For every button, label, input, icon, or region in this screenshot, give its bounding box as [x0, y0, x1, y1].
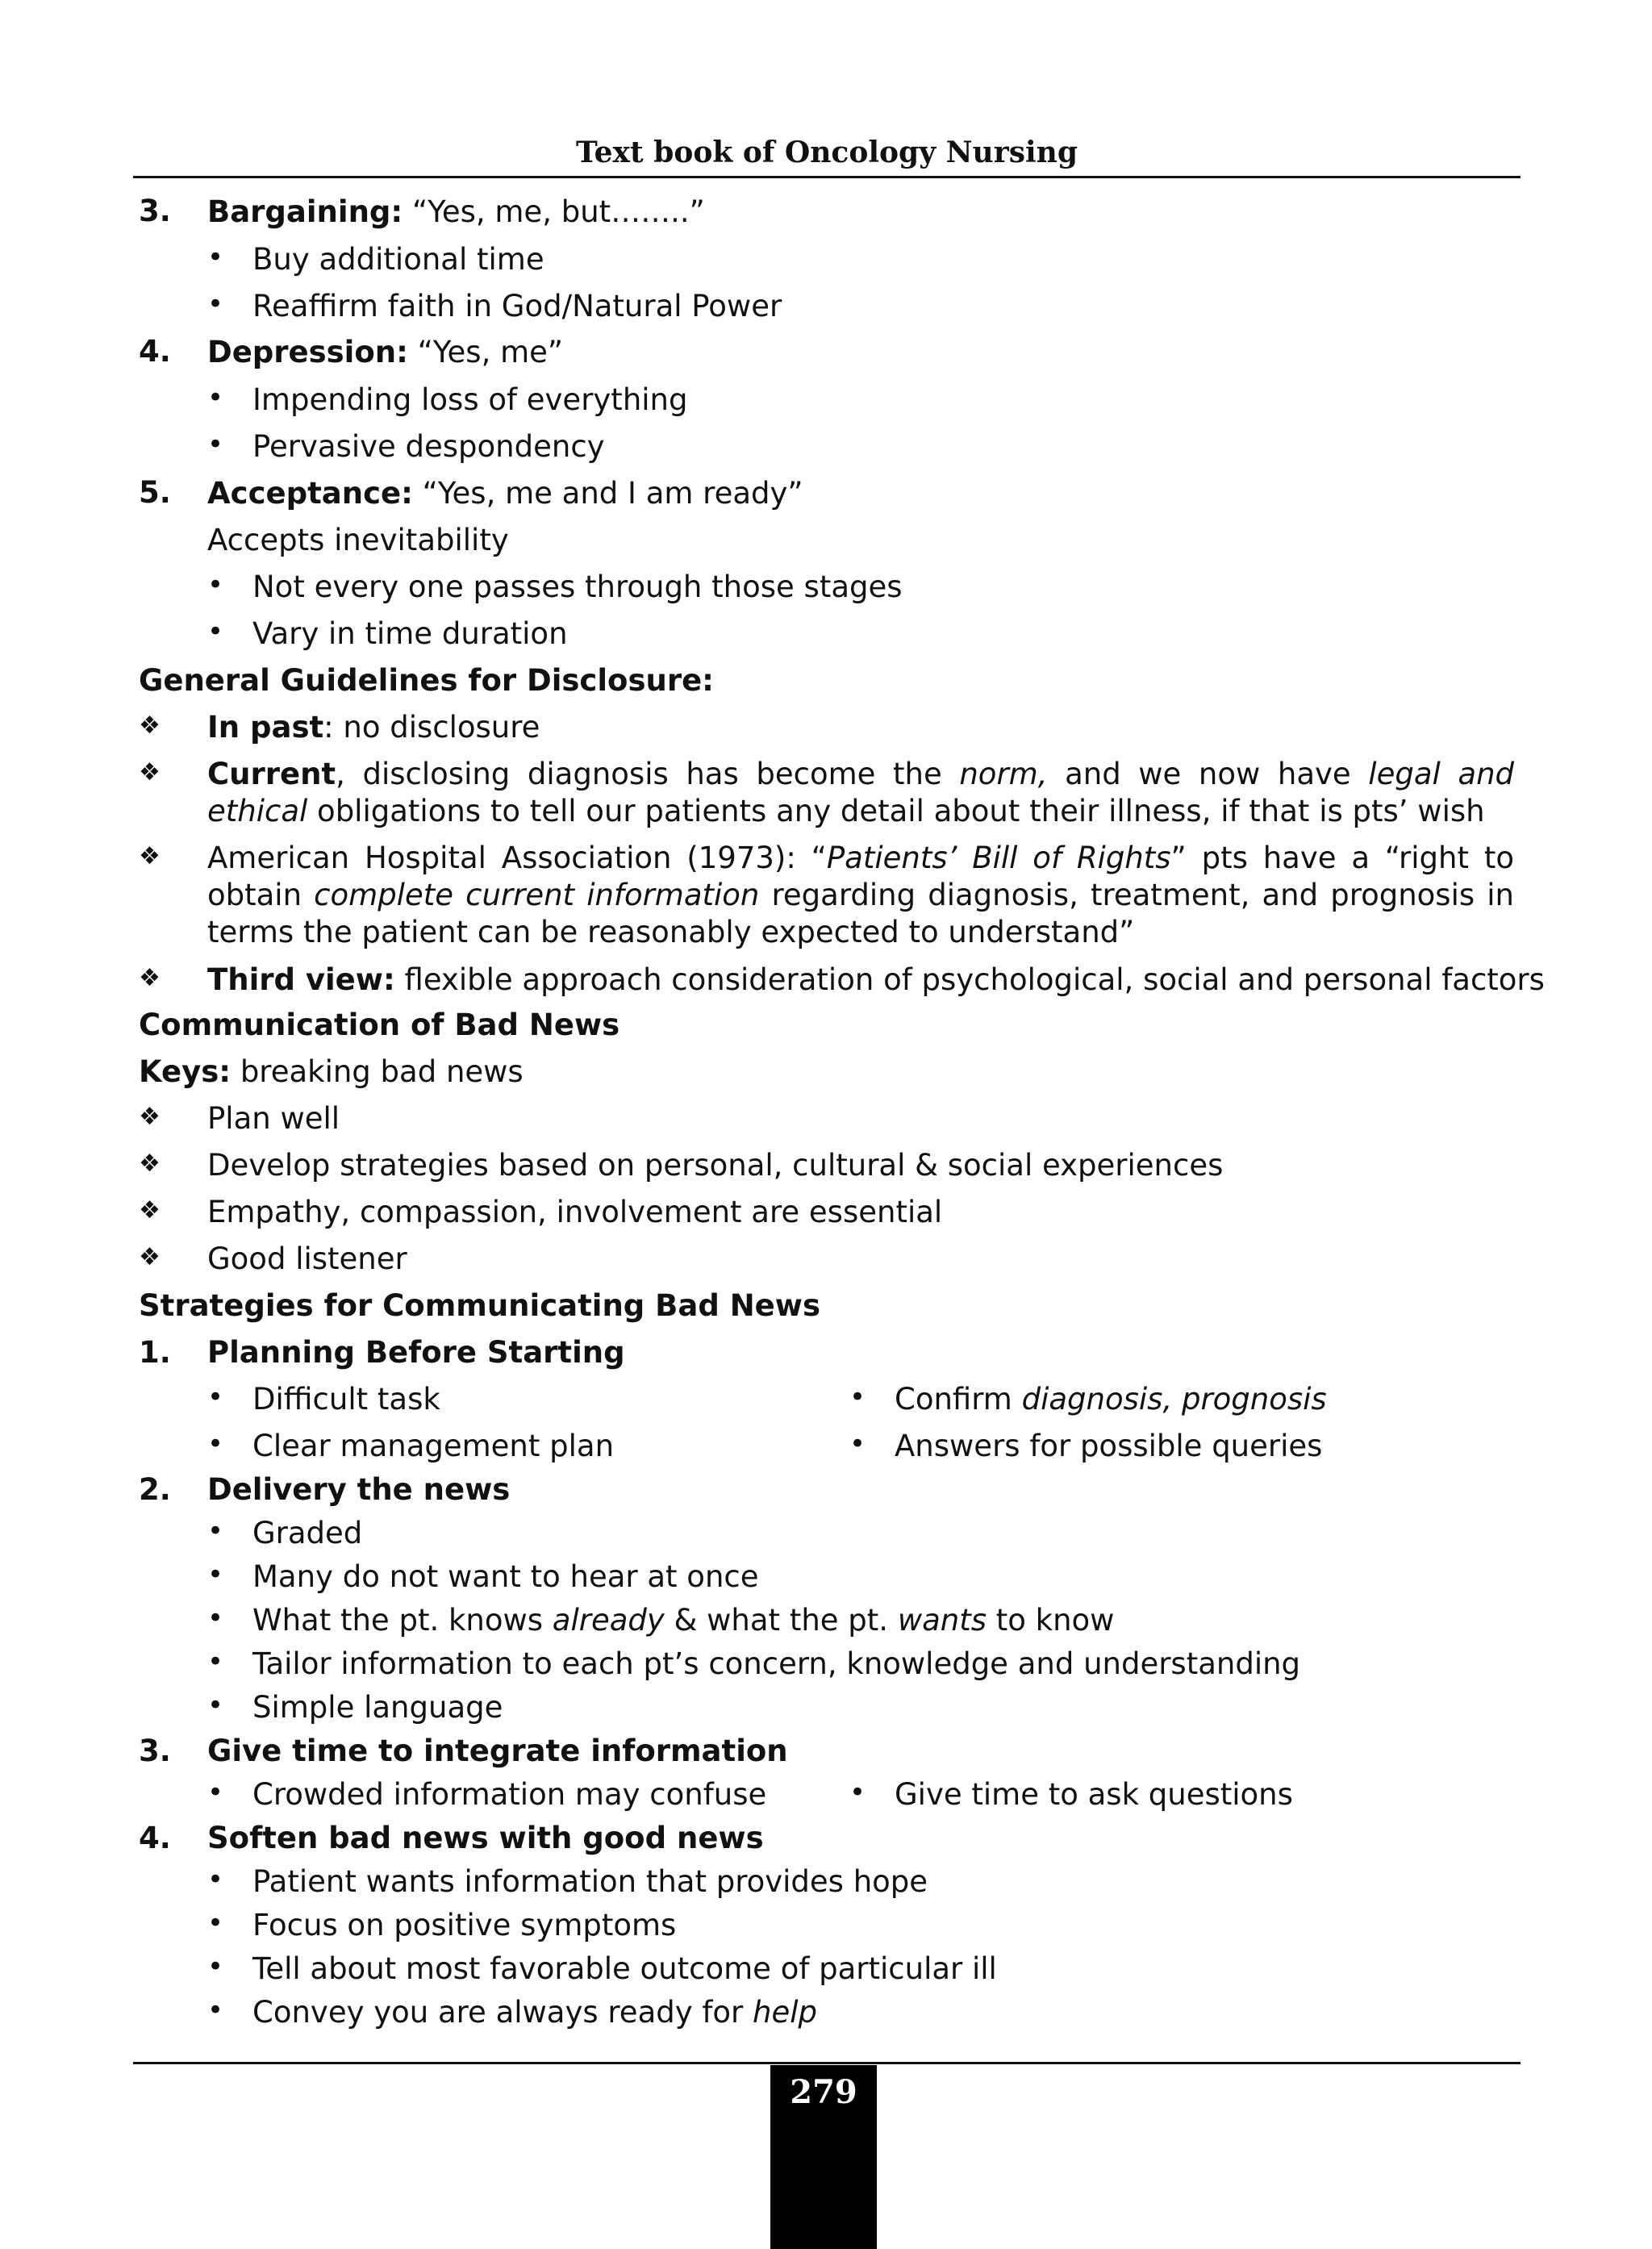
item-text: What the pt. knows [252, 1603, 553, 1638]
list-item: Focus on positive symptoms [252, 1908, 677, 1942]
list-item: Buy additional time [252, 242, 544, 277]
item-text: flexible approach consideration of psychological, social and personal factors [394, 962, 1545, 997]
list-item: Clear management plan [252, 1429, 615, 1463]
section-heading: Communication of Bad News [139, 1008, 620, 1042]
list-item: Plan well [207, 1101, 340, 1136]
item-text: : no disclosure [323, 710, 540, 745]
diamond-bullet-icon: ❖ [139, 1243, 161, 1271]
bullet-icon: • [207, 1689, 224, 1721]
stage-heading [207, 475, 803, 512]
item-emphasis: help [753, 1995, 818, 2030]
item-term: Current [207, 757, 336, 791]
item-emphasis: Patients’ Bill of Rights [826, 841, 1171, 875]
strategy-number: 3. [139, 1734, 171, 1768]
stage-label: Acceptance: [207, 476, 413, 511]
item-text: American Hospital Association (1973): “ [207, 841, 827, 875]
bullet-icon: • [207, 428, 224, 461]
list-item: Simple language [252, 1690, 503, 1725]
stage-quote: “Yes, me, but……..” [403, 194, 705, 229]
diamond-bullet-icon: ❖ [139, 964, 161, 992]
item-text: Convey you are always ready for [252, 1995, 753, 2030]
strategy-number: 1. [139, 1335, 171, 1370]
strategy-title: Delivery the news [207, 1472, 511, 1507]
item-emphasis: already [552, 1603, 665, 1638]
diamond-bullet-icon: ❖ [139, 758, 161, 787]
page-number: 279 [790, 2073, 857, 2111]
section-heading: Strategies for Communicating Bad News [139, 1288, 820, 1323]
item-text: and we now have [1047, 757, 1369, 791]
item-text: ” pts have a “right to obtain [207, 841, 1514, 912]
bullet-icon: • [207, 1863, 224, 1896]
bullet-icon: • [207, 1515, 224, 1547]
bullet-icon: • [207, 1602, 224, 1634]
footer-rule [133, 2062, 1521, 2064]
keys-line [139, 1054, 524, 1091]
item-text: Confirm [895, 1382, 1022, 1417]
bullet-icon: • [207, 1558, 224, 1591]
strategy-title: Soften bad news with good news [207, 1821, 764, 1855]
stage-label: Depression: [207, 335, 408, 369]
list-item: Difficult task [252, 1382, 440, 1417]
list-item: Good listener [207, 1241, 407, 1276]
bullet-icon: • [207, 241, 224, 273]
item-term: In past [207, 710, 324, 745]
item-text: to know [987, 1603, 1115, 1638]
running-header: Text book of Oncology Nursing [575, 136, 1078, 169]
list-item: Graded [252, 1516, 363, 1550]
list-item: Tell about most favorable outcome of particular ill [252, 1951, 997, 1986]
diamond-bullet-icon: ❖ [139, 842, 161, 870]
list-item [895, 1381, 1327, 1418]
stage-number: 4. [139, 334, 171, 369]
bullet-icon: • [207, 1381, 224, 1413]
strategy-number: 2. [139, 1472, 171, 1507]
stage-number: 5. [139, 475, 171, 510]
bullet-icon: • [207, 288, 224, 320]
bullet-icon: • [849, 1381, 866, 1413]
bullet-icon: • [207, 1994, 224, 2026]
bullet-icon: • [207, 1646, 224, 1678]
bullet-icon: • [207, 1428, 224, 1460]
list-item: Answers for possible queries [895, 1429, 1323, 1463]
bullet-icon: • [207, 382, 224, 414]
list-item: Not every one passes through those stages [252, 570, 903, 604]
bullet-icon: • [207, 1951, 224, 1983]
list-item: Develop strategies based on personal, cultural & social experiences [207, 1148, 1224, 1183]
list-item: Pervasive despondency [252, 429, 605, 464]
stage-label: Bargaining: [207, 194, 403, 229]
strategy-title: Planning Before Starting [207, 1335, 625, 1370]
strategy-title: Give time to integrate information [207, 1734, 788, 1768]
stage-note: Accepts inevitability [207, 523, 509, 557]
item-emphasis: complete current information [314, 878, 760, 912]
list-item: Vary in time duration [252, 616, 568, 651]
section-heading: General Guidelines for Disclosure: [139, 663, 714, 698]
strategy-number: 4. [139, 1821, 171, 1855]
bullet-icon: • [207, 1776, 224, 1809]
list-item: Crowded information may confuse [252, 1777, 767, 1812]
bullet-icon: • [207, 569, 224, 601]
stage-heading [207, 194, 705, 231]
item-emphasis: legal and ethical [207, 757, 1514, 828]
keys-text: breaking bad news [231, 1054, 524, 1089]
item-term: Third view: [207, 962, 395, 997]
item-text: , disclosing diagnosis has become the [336, 757, 960, 791]
list-item [252, 1602, 1114, 1639]
diamond-bullet-icon: ❖ [139, 1196, 161, 1225]
item-text: regarding diagnosis, treatment, and prognosis in terms the patient can be reasonably expected to understand” [207, 878, 1514, 949]
list-item: Patient wants information that provides hope [252, 1864, 928, 1899]
diamond-bullet-icon: ❖ [139, 1150, 161, 1178]
list-item: Many do not want to hear at once [252, 1559, 759, 1594]
list-item: Impending loss of everything [252, 382, 688, 417]
list-item [252, 1994, 817, 2031]
item-emphasis: diagnosis, prognosis [1021, 1382, 1327, 1417]
list-item: Give time to ask questions [895, 1777, 1293, 1812]
list-item [207, 709, 540, 746]
list-item [207, 756, 1514, 830]
bullet-icon: • [207, 1907, 224, 1939]
list-item: Reaffirm faith in God/Natural Power [252, 289, 782, 323]
diamond-bullet-icon: ❖ [139, 1103, 161, 1131]
list-item [207, 840, 1514, 951]
keys-label: Keys: [139, 1054, 232, 1089]
item-emphasis: norm, [959, 757, 1048, 791]
stage-number: 3. [139, 194, 171, 228]
bullet-icon: • [207, 615, 224, 648]
bullet-icon: • [849, 1428, 866, 1460]
bullet-icon: • [849, 1776, 866, 1809]
item-text: & what the pt. [664, 1603, 898, 1638]
list-item: Tailor information to each pt’s concern, knowledge and understanding [252, 1646, 1301, 1681]
stage-heading [207, 334, 563, 371]
item-text: obligations to tell our patients any detail about their illness, if that is pts’ wish [307, 794, 1485, 828]
header-rule [133, 176, 1521, 178]
stage-quote: “Yes, me” [407, 335, 564, 369]
stage-quote: “Yes, me and I am ready” [412, 476, 803, 511]
item-emphasis: wants [897, 1603, 987, 1638]
list-item: Empathy, compassion, involvement are essential [207, 1195, 943, 1229]
list-item [207, 962, 1545, 999]
diamond-bullet-icon: ❖ [139, 711, 161, 740]
